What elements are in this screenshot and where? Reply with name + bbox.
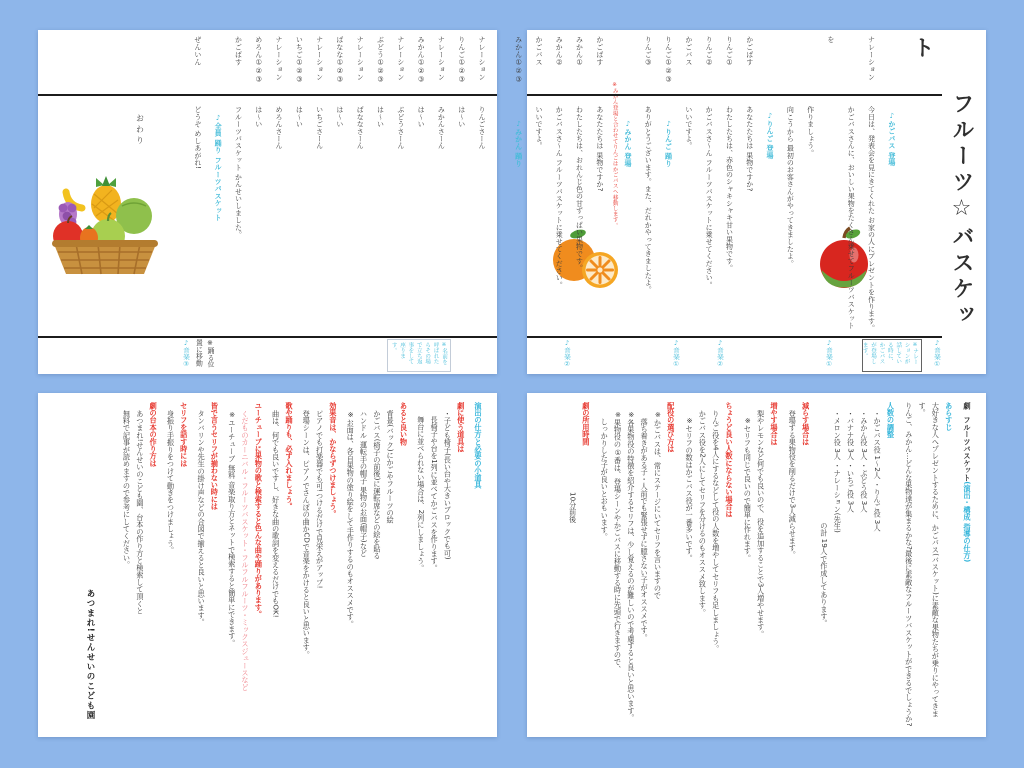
text-column	[723, 402, 736, 729]
text-run: いいですよ。	[534, 106, 543, 150]
text-run: ・みかん役 3人 ・ぶどう役 3人	[859, 410, 869, 513]
header-rule	[38, 94, 497, 96]
text-run: セリフを話す時には	[179, 402, 189, 467]
text-run: あらすじ	[944, 402, 954, 431]
text-run: 配役の選び方は	[666, 402, 676, 453]
text-column	[128, 36, 151, 336]
dialogue-column	[569, 36, 589, 336]
text-run: は〜い	[417, 106, 426, 128]
text-run: の計 19人で作成してあります。	[819, 522, 829, 628]
dialogue-column	[739, 36, 759, 336]
text-run: 落ち着きがある子・人前でも緊張せずに臆さない子がオススメです。	[640, 418, 650, 642]
dialogue-column	[289, 36, 309, 336]
text-run: わたしたちは、おれんじ色の甘ずっぱい果物です。	[575, 106, 584, 272]
text-column	[344, 402, 357, 729]
text-run: 登場する果物役を削るだけで3人減らせます。	[788, 410, 798, 559]
text-run: ばななさーん	[356, 106, 365, 150]
text-column	[164, 402, 177, 729]
text-run: 身振り手振りをつけて動きをつけましょう。	[166, 410, 176, 554]
text-column	[269, 402, 282, 729]
text-run: みかんさーん	[437, 106, 446, 150]
text-run: あつまれ!せんせいのこども園、台本の作り方と検索して頂くと	[135, 410, 145, 615]
text-run: 皆で言うセリフが揃わない時には	[210, 402, 220, 510]
text-run: 曲は、何でも良いですし、好きな曲の歌詞を変えるだけでもOK!	[271, 410, 281, 618]
dialogue-column	[472, 36, 492, 336]
text-column	[225, 402, 238, 729]
text-column	[818, 402, 831, 729]
dialogue-column	[350, 36, 370, 336]
text-run: ※果物役の①番は、登場シーンやかごバスに移動する時に先頭で行きますので、	[613, 410, 623, 673]
text-run: は〜い	[295, 106, 304, 128]
text-run: フルーツバスケット かんせいしました。	[234, 106, 243, 239]
speaker-name: ナレーション	[396, 36, 405, 81]
text-column	[371, 402, 384, 729]
speaker-name: みかん①②③	[514, 36, 523, 84]
text-column	[664, 402, 677, 729]
speaker-name: かごばす	[595, 36, 604, 66]
text-run: しっかりした子が良いとおもいます。	[600, 418, 610, 541]
text-run: 無料で記事が読めますので参考にしてください。	[122, 410, 132, 569]
text-run: タンバリンや先生の掛け声などの合図で揃えると良いと思います。	[197, 410, 207, 626]
stage-note-red: ※みかん登場と合わせてりんごはかごバスへ移動します。	[611, 82, 618, 228]
text-run: ぶどうさーん	[396, 106, 405, 150]
text-run: 作りましょう。	[806, 106, 815, 157]
text-run: かごバスさ〜ん フルーツバスケットに乗せてください。	[555, 106, 564, 289]
speaker-name: いちご①②③	[295, 36, 304, 84]
text-column	[683, 402, 696, 729]
speaker-name: かごばす	[234, 36, 243, 66]
text-column	[884, 402, 897, 729]
text-run: りんご役を4人にするなどして役の人数を増やしてセリフも足しましょう。	[711, 410, 721, 653]
dialogue-column	[188, 36, 208, 336]
props-page	[38, 393, 497, 737]
text-run: 登場シーンは、ピアノでさんぽの曲かCDで音楽をかけると良いと思います。	[302, 410, 312, 659]
text-run: 効果音は、かならずつけましょう。	[328, 402, 338, 518]
text-run: 舞台に並べられない場合は、2列にしましょう。	[416, 416, 426, 572]
text-run: りんご、みかん…どんな果物達が集まるかな?最後に素敵なフルーツバスケットができるでしょうか?	[904, 402, 914, 727]
text-column	[916, 402, 943, 729]
text-run: 長椅子や台を1列に並べてかごバスを作ります。	[430, 416, 440, 572]
speaker-name: みかん①	[575, 36, 584, 67]
dialogue-column	[330, 36, 350, 336]
text-column	[902, 402, 915, 729]
text-column	[844, 402, 857, 729]
speaker-name: りんご①②③	[457, 36, 466, 84]
text-column	[696, 402, 709, 729]
text-column	[638, 402, 651, 729]
music-cue-label: ♪音楽②	[716, 339, 724, 368]
dialogue-column	[228, 36, 248, 336]
text-run: ありがとうございます。また、だれかやってきましたよ。	[644, 106, 653, 294]
text-column	[625, 402, 638, 729]
stage-direction-label: ♪かごバス 登場	[887, 112, 896, 167]
stage-direction-column	[208, 36, 228, 336]
dialogue-column	[699, 36, 719, 336]
text-column	[858, 402, 871, 729]
music-cue-row	[527, 336, 986, 374]
stage-note-box: ※ナレーションが話している時に、かごバスが登場します。	[862, 339, 922, 372]
stage-direction-column	[882, 36, 902, 336]
speaker-name: ナレーション	[356, 36, 365, 81]
text-run: 背景(バック)にかごやフルーツの絵	[386, 410, 396, 524]
text-column	[831, 402, 844, 729]
text-column	[800, 36, 820, 336]
text-run: りんごさーん	[478, 106, 486, 150]
text-run: あると良い物	[399, 402, 409, 446]
speaker-name: りんご①	[725, 36, 734, 67]
stage-direction-column	[508, 36, 528, 336]
page-title	[961, 402, 974, 729]
page-title	[472, 402, 485, 729]
stage-direction-column	[658, 36, 678, 336]
text-column	[397, 402, 410, 729]
dialogue-column	[431, 36, 451, 336]
text-column	[239, 402, 252, 729]
text-column	[300, 402, 313, 729]
script-columns	[38, 36, 492, 336]
speaker-name: かごバス	[684, 36, 693, 66]
text-column	[651, 402, 664, 729]
text-run: いちごさーん	[315, 106, 324, 150]
text-column	[208, 402, 221, 729]
speaker-name: りんご③	[644, 36, 653, 67]
speaker-name: ナレーション	[275, 36, 284, 81]
text-column	[768, 402, 781, 729]
text-run: 今日は、発表会を見にきてくれた お家の人にプレゼントを作ります。	[867, 106, 876, 332]
dialogue-column	[391, 36, 411, 336]
text-run: ・バナナ役 3人 ・いちご役 3人	[846, 410, 856, 513]
music-cue-label: ♪音楽①	[672, 339, 680, 368]
music-cue-label: ♪音楽②	[563, 339, 571, 368]
speaker-name: りんご①②③	[664, 36, 673, 84]
text-run: は〜い	[376, 106, 385, 128]
text-run: は〜い	[335, 106, 344, 128]
text-column	[786, 402, 799, 729]
text-column	[709, 402, 722, 729]
dialogue-column	[370, 36, 390, 336]
text-column	[741, 402, 754, 729]
stage-note-label: ※踊る位置に移動	[194, 339, 214, 368]
credit-text: あつまれ!せんせいのこども園	[85, 589, 95, 721]
dialogue-column	[549, 36, 569, 336]
text-column	[313, 402, 326, 729]
text-run: ・かごバス役 1〜2人 ・りんご役 3人	[873, 410, 883, 532]
text-run: 劇 フルーツバスケット	[963, 402, 972, 482]
text-run: かごバスさんに、おいしい果物をたくさん乗せてフルーツバスケットを	[826, 36, 856, 330]
text-run: あなたたちは 果物ですか?	[595, 106, 604, 192]
dialogue-column	[451, 36, 471, 336]
text-run: めろんさーん	[275, 106, 284, 150]
script-columns	[514, 36, 981, 336]
text-run: いいですよ。	[684, 106, 693, 150]
text-column	[871, 402, 884, 729]
text-column	[134, 402, 147, 729]
text-run: ※お面は、各自果物の塗り絵をして手作りするのもオススメです。	[346, 410, 356, 628]
music-cue-label: ♪音楽①	[933, 339, 941, 368]
text-run: かごバス役を2人にしてセリフを分けるのもオススメ致します。	[698, 410, 708, 617]
page-title-sub: (演出・構成 指導の仕方)	[963, 481, 972, 563]
props-columns	[44, 402, 485, 729]
dialogue-column	[679, 36, 699, 336]
text-column	[327, 402, 340, 729]
text-run: おわり	[135, 114, 145, 147]
text-run: 10分前後	[568, 492, 578, 523]
text-column	[780, 36, 800, 336]
speaker-name: みかん①②③	[417, 36, 426, 84]
script-page-1	[514, 30, 986, 374]
dialogue-column	[590, 36, 610, 336]
music-cue-label: ♪音楽①	[825, 339, 833, 368]
page-title	[902, 36, 981, 336]
stage-direction-label: ♪全員 踊り フルーツバスケット	[214, 114, 223, 222]
speaker-name: ぜんいん	[193, 36, 202, 66]
dialogue-column	[309, 36, 329, 336]
text-run: 梨やレモンなど何でも良いので、役を追加することで3人増やせます。	[756, 410, 766, 638]
text-run: 向こうから 最初のお客さんがやってきましたよ。	[786, 106, 795, 267]
text-run: 劇の台本の作り方は	[149, 402, 159, 467]
text-column	[454, 402, 467, 729]
text-column	[252, 402, 265, 729]
text-column	[177, 402, 190, 729]
text-column	[799, 402, 812, 729]
text-run: どうぞ めしあがれ!	[193, 106, 202, 170]
script-page-final	[38, 30, 497, 374]
text-run: 歌や踊りも、必ず入れましょう。	[284, 402, 294, 510]
text-column	[611, 402, 624, 729]
stage-direction-label: ♪みかん 登場	[623, 120, 632, 167]
music-cue-label: ♪音楽③	[182, 339, 190, 368]
text-run: ちょうど良い人数にならない場合は	[725, 402, 734, 518]
dialogue-column	[248, 36, 268, 336]
speaker-name: かごバス	[534, 36, 543, 66]
text-column	[821, 36, 862, 336]
text-run: ※セリフも同じで良いので簡単に作れます。	[743, 416, 753, 562]
text-run: 劇に使う道具は	[456, 402, 466, 453]
text-run: ユーチューブに果物の歌と検索すると色んな曲や踊りがあります。	[254, 402, 264, 618]
text-column	[441, 402, 454, 729]
text-run: ※各果物役の特徴を紹介するセリフは、少し覚えるのが難しいので考慮すると良いと思います。	[626, 410, 636, 722]
speaker-name: ナレーション	[478, 36, 486, 81]
text-run: ・子ども椅子(長い台や大きいブロックでも可)	[443, 410, 453, 560]
speaker-name: ナレーション	[867, 36, 876, 81]
dialogue-column	[861, 36, 881, 336]
speaker-name: ぶどう①②③	[376, 36, 385, 84]
guide-page	[527, 393, 986, 737]
text-column	[283, 402, 296, 729]
text-run: 大好きな人へプレゼントするために、かごバス(バスケット)に素敵な果物たちが乗りにやってきます。	[918, 402, 941, 718]
text-run: 減らす場合は	[801, 402, 811, 446]
speaker-name: かごばす	[745, 36, 754, 66]
text-column	[120, 402, 133, 729]
text-run: かごバスさ〜ん フルーツバスケットに乗せてください。	[705, 106, 714, 289]
speaker-name: ナレーション	[315, 36, 324, 81]
header-rule	[527, 94, 942, 96]
text-run: 演出の仕方と必要の小道具	[474, 402, 483, 489]
speaker-name: りんご②	[705, 36, 714, 67]
text-run: ※セリフの数はかごバス役が一番多いです。	[685, 416, 695, 562]
stage-direction-column	[610, 36, 638, 336]
text-column	[566, 402, 579, 729]
stage-direction-label: ♪りんご 登場	[766, 112, 775, 159]
text-column	[195, 402, 208, 729]
music-cue-row	[38, 336, 497, 374]
text-column	[580, 402, 593, 729]
text-run: わたしたちは、赤色のシャキシャキ甘い果物です。	[725, 106, 734, 272]
text-column	[598, 402, 611, 729]
stage-note-box: ※名前を呼ばれたらその場で立ち返事をして座ります。	[387, 339, 451, 372]
text-run: 人数の調整	[886, 402, 896, 438]
speaker-name: ナレーション	[437, 36, 446, 81]
text-run: ※かごバスは、常にステージにいてセリフを言いますので	[653, 410, 663, 599]
text-run: くだものカーニバル・フルーツバスケット・フルフルフルーツ・ミックスジュースなど	[241, 410, 250, 691]
text-run: ピアノでも打楽器でも可!つけるだけで見栄えがアップ!	[315, 410, 325, 589]
text-column	[428, 402, 441, 729]
text-column	[357, 402, 370, 729]
dialogue-column	[269, 36, 289, 336]
text-column	[414, 402, 427, 729]
text-column	[754, 402, 767, 729]
speaker-name: みかん②	[555, 36, 564, 67]
text-run: ハンドル 運転手の帽子 果物のお面(帽子)など	[359, 410, 369, 557]
text-run: ※ユーチューブ 無料 音楽取り方とネットで検索すると簡単にできます。	[227, 410, 237, 647]
stage-direction-label: ♪りんご 踊り	[664, 120, 673, 167]
text-run: フルーツ☆バスケット	[909, 36, 974, 329]
guide-columns	[533, 402, 974, 729]
speaker-name: ばなな①②③	[335, 36, 344, 84]
text-run: ・メロン役 3人 ・ナレーション(先生)	[833, 410, 843, 533]
dialogue-column	[638, 36, 658, 336]
speaker-name: めろん①②③	[254, 36, 263, 84]
text-column	[147, 402, 160, 729]
text-run: かごバス(椅子の前後)に運転席などの絵を貼る	[372, 410, 382, 560]
dialogue-column	[529, 36, 549, 336]
dialogue-column	[719, 36, 739, 336]
text-run: あなたたちは 果物ですか?	[745, 106, 754, 192]
text-run: は〜い	[457, 106, 466, 128]
text-run: 増やす場合は	[769, 402, 779, 446]
text-column	[384, 402, 397, 729]
text-column	[942, 402, 955, 729]
stage-direction-label: ♪みかん 踊り	[514, 120, 523, 167]
text-run: は〜い	[254, 106, 263, 128]
stage-direction-column	[760, 36, 780, 336]
dialogue-column	[411, 36, 431, 336]
text-run: 劇の所用時間	[581, 402, 591, 446]
